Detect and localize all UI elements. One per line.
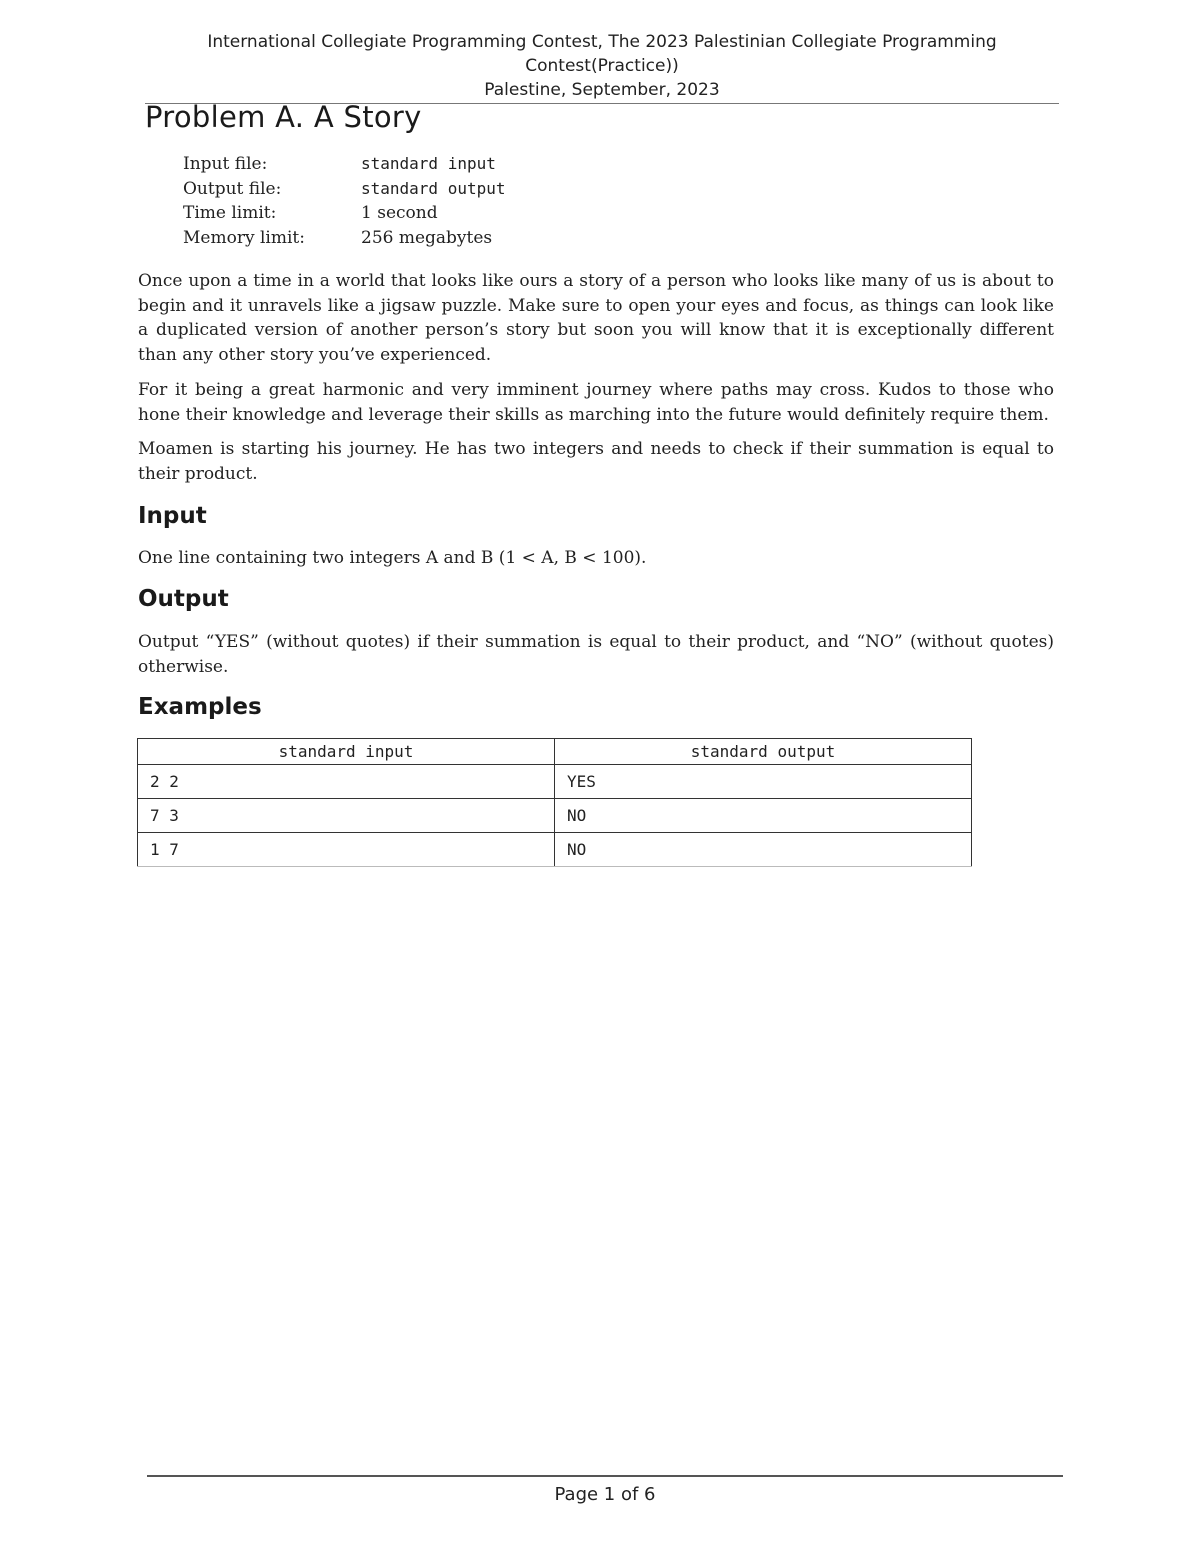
example-output: NO	[555, 799, 972, 833]
examples-input-header: standard input	[138, 739, 555, 765]
example-row	[138, 765, 972, 799]
examples-output-header: standard output	[555, 739, 972, 765]
examples-header-row	[138, 739, 972, 765]
output-description: Output “YES” (without quotes) if their summation is equal to their product, and “NO” (without quotes) otherwise.	[138, 632, 1054, 677]
limit-row-output-file	[183, 177, 506, 202]
statement-paragraph: For it being a great harmonic and very imminent journey where paths may cross. Kudos to those who hone their knowledge and leverage their skills as marching into the future would definitely require them.	[138, 380, 1054, 425]
example-output: YES	[555, 765, 972, 799]
limit-label: Memory limit:	[183, 227, 305, 248]
examples-heading: Examples	[138, 694, 262, 720]
limit-value: 256 megabytes	[361, 227, 493, 248]
header-location-date: Palestine, September, 2023	[484, 80, 720, 100]
limit-row-input-file	[183, 152, 506, 177]
limit-label: Time limit:	[183, 203, 277, 223]
statement-paragraph: Once upon a time in a world that looks like ours a story of a person who looks like many of us is about to begin and it unravels like a jigsaw puzzle. Make sure to open your eyes and focus, as things can look like a duplicated version of another person’s story but soon you will know that it is exceptionally different than any other story you’ve experienced.	[138, 271, 1054, 365]
limit-value: 1 second	[361, 203, 438, 223]
limit-row-memory	[183, 226, 506, 251]
limit-value: standard input	[361, 154, 496, 173]
input-heading: Input	[138, 503, 207, 529]
page-header	[145, 30, 1059, 102]
examples-table	[137, 738, 972, 867]
limit-label: Input file:	[183, 154, 268, 174]
limit-label: Output file:	[183, 178, 282, 199]
output-heading: Output	[138, 586, 229, 612]
statement-paragraph: Moamen is starting his journey. He has two integers and needs to check if their summation is equal to their product.	[138, 439, 1054, 484]
input-description: One line containing two integers A and B (1 < A, B < 100).	[138, 548, 647, 568]
footer-rule	[147, 1475, 1063, 1477]
example-input: 7 3	[138, 799, 555, 833]
header-contest-line-2: Contest(Practice))	[525, 56, 679, 76]
page-number: Page 1 of 6	[554, 1484, 656, 1505]
limit-value: standard output	[361, 178, 506, 198]
limit-row-time	[183, 201, 506, 226]
problem-title: Problem A. A Story	[145, 100, 422, 134]
example-input: 2 2	[138, 765, 555, 799]
example-row	[138, 799, 972, 833]
example-output: NO	[555, 833, 972, 867]
example-row	[138, 833, 972, 867]
limits-table	[183, 152, 506, 250]
header-contest-line: International Collegiate Programming Contest, The 2023 Palestinian Collegiate Programming	[207, 32, 997, 52]
example-input: 1 7	[138, 833, 555, 867]
